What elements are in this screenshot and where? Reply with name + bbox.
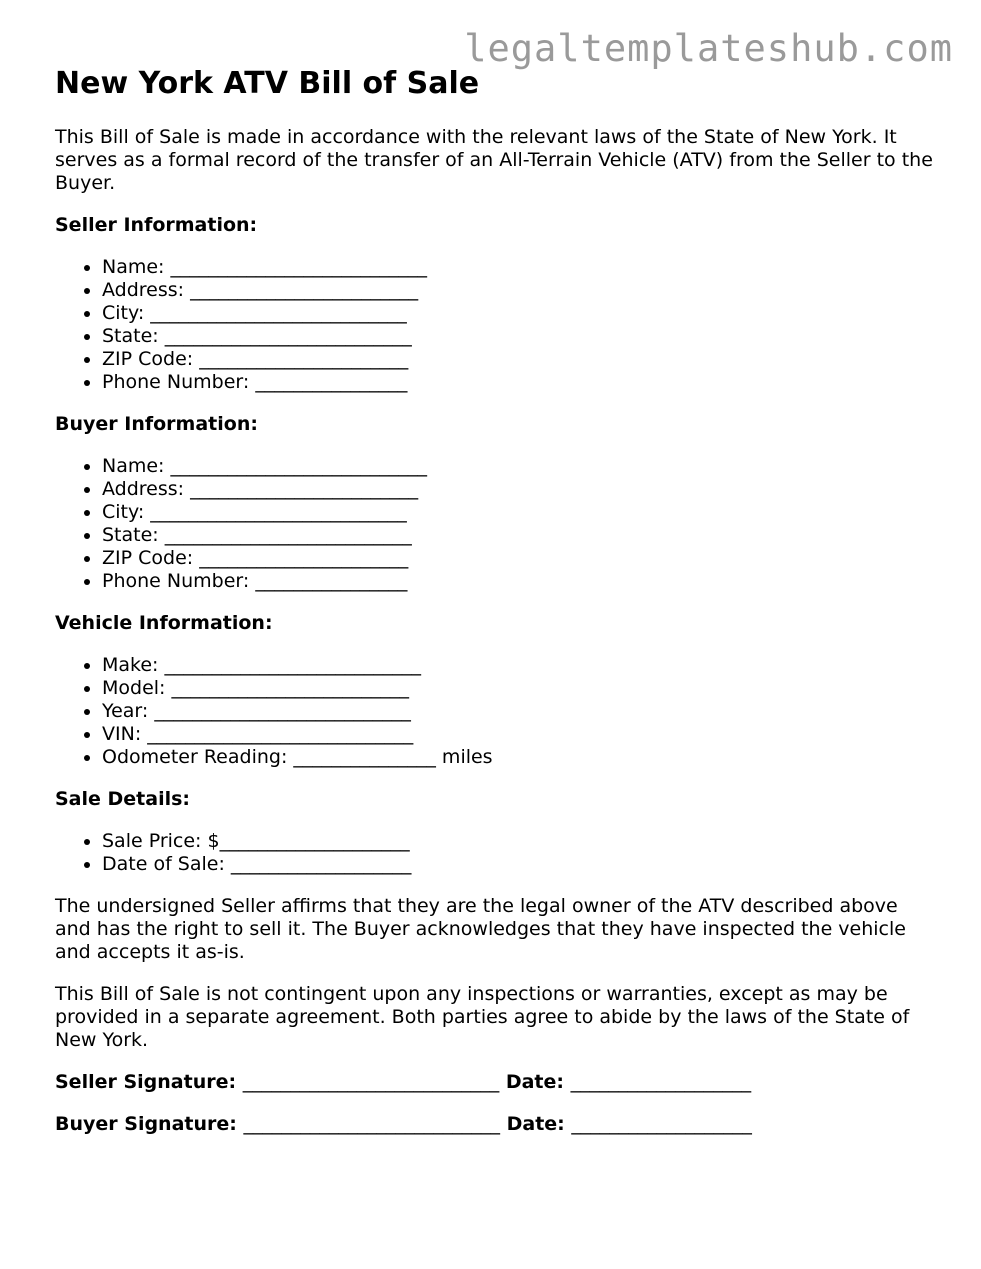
buyer-zip-field: • ZIP Code: ______________________ bbox=[102, 547, 935, 570]
seller-section-heading: Seller Information: bbox=[55, 214, 258, 236]
vehicle-make-field: • Make: ___________________________ bbox=[102, 654, 935, 677]
seller-state-field: • State: __________________________ bbox=[102, 325, 935, 348]
seller-signature-blank: ___________________________ bbox=[242, 1071, 500, 1093]
sale-section-heading: Sale Details: bbox=[55, 788, 191, 810]
seller-address-field: • Address: ________________________ bbox=[102, 279, 935, 302]
buyer-city-field: • City: ___________________________ bbox=[102, 501, 935, 524]
seller-date-label: Date: bbox=[505, 1071, 564, 1093]
watermark: legaltemplateshub.com bbox=[464, 27, 953, 70]
seller-date-blank: ___________________ bbox=[570, 1071, 752, 1093]
buyer-section-heading: Buyer Information: bbox=[55, 413, 258, 435]
seller-phone-field: • Phone Number: ________________ bbox=[102, 371, 935, 394]
seller-name-field: • Name: ___________________________ bbox=[102, 256, 935, 279]
sale-price-field: • Sale Price: $____________________ bbox=[102, 830, 935, 853]
buyer-signature-line bbox=[55, 1113, 935, 1136]
buyer-date-label: Date: bbox=[506, 1113, 565, 1135]
sale-date-field: • Date of Sale: ___________________ bbox=[102, 853, 935, 876]
vehicle-odometer-field: • Odometer Reading: _______________ miles bbox=[102, 746, 935, 769]
buyer-signature-blank: ___________________________ bbox=[243, 1113, 500, 1135]
vehicle-model-field: • Model: _________________________ bbox=[102, 677, 935, 700]
buyer-info-list bbox=[55, 455, 935, 593]
document-body bbox=[55, 66, 935, 1155]
buyer-phone-field: • Phone Number: ________________ bbox=[102, 570, 935, 593]
seller-signature-label: Seller Signature: bbox=[55, 1071, 237, 1093]
buyer-state-field: • State: __________________________ bbox=[102, 524, 935, 547]
vehicle-year-field: • Year: ___________________________ bbox=[102, 700, 935, 723]
buyer-signature-label: Buyer Signature: bbox=[55, 1113, 237, 1135]
seller-info-list bbox=[55, 256, 935, 394]
vehicle-section-heading: Vehicle Information: bbox=[55, 612, 273, 634]
vehicle-vin-field: • VIN: ____________________________ bbox=[102, 723, 935, 746]
intro-paragraph: This Bill of Sale is made in accordance with the relevant laws of the State of New York. It serves as a formal record of the transfer of an All-Terrain Vehicle (ATV) from the Seller to the Buyer. bbox=[55, 126, 933, 194]
vehicle-info-list bbox=[55, 654, 935, 769]
document-title: New York ATV Bill of Sale bbox=[55, 66, 480, 101]
seller-zip-field: • ZIP Code: ______________________ bbox=[102, 348, 935, 371]
affirmation-paragraph: The undersigned Seller affirms that they are the legal owner of the ATV described above and has the right to sell it. The Buyer acknowledges that they have inspected the vehicle and accepts it as-is. bbox=[55, 895, 906, 963]
buyer-date-blank: ___________________ bbox=[571, 1113, 752, 1135]
sale-details-list bbox=[55, 830, 935, 876]
buyer-address-field: • Address: ________________________ bbox=[102, 478, 935, 501]
contingency-paragraph: This Bill of Sale is not contingent upon any inspections or warranties, except as may be provided in a separate agreement. Both parties agree to abide by the laws of the State of New York. bbox=[55, 983, 910, 1051]
buyer-name-field: • Name: ___________________________ bbox=[102, 455, 935, 478]
seller-city-field: • City: ___________________________ bbox=[102, 302, 935, 325]
seller-signature-line bbox=[55, 1071, 935, 1094]
